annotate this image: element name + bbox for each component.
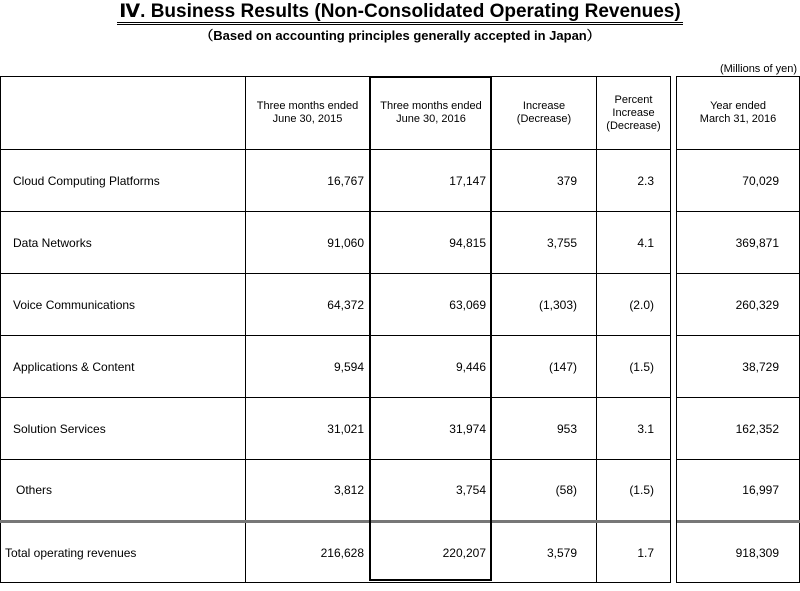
total-label: Total operating revenues <box>5 545 137 560</box>
units-note: (Millions of yen) <box>719 63 797 75</box>
report-subtitle: （Based on accounting principles generally accepted in Japan） <box>200 28 600 43</box>
row-label: Others <box>16 482 53 497</box>
cell-increase: (1,303) <box>538 297 577 312</box>
total-q2016: 220,207 <box>442 545 486 560</box>
cell-percent: (2.0) <box>629 297 654 312</box>
grid-line <box>670 76 671 583</box>
row-label: Solution Services <box>13 421 106 436</box>
cell-increase: (147) <box>548 359 577 374</box>
cell-percent: (1.5) <box>629 482 654 497</box>
cell-increase: 379 <box>556 173 577 188</box>
revenue-table <box>0 76 800 583</box>
row-label: Voice Communications <box>13 297 136 312</box>
cell-q2015: 91,060 <box>327 235 364 250</box>
total-increase: 3,579 <box>546 545 577 560</box>
report-title: Ⅳ. Business Results (Non-Consolidated Operating Revenues) <box>0 0 800 25</box>
cell-percent: 4.1 <box>637 235 654 250</box>
cell-year: 260,329 <box>735 297 779 312</box>
cell-increase: 953 <box>556 421 577 436</box>
total-percent: 1.7 <box>637 545 654 560</box>
cell-percent: (1.5) <box>629 359 654 374</box>
cell-year: 162,352 <box>735 421 779 436</box>
header-q2015: Three months ended June 30, 2015 <box>256 100 359 125</box>
column-gap <box>671 76 675 583</box>
header-percent: Percent Increase (Decrease) <box>606 93 661 132</box>
cell-q2016: 3,754 <box>455 482 486 497</box>
cell-increase: (58) <box>555 482 577 497</box>
cell-q2016: 63,069 <box>449 297 486 312</box>
cell-q2016: 94,815 <box>449 235 486 250</box>
cell-q2015: 3,812 <box>333 482 364 497</box>
header-year: Year ended March 31, 2016 <box>699 100 777 125</box>
row-label: Cloud Computing Platforms <box>13 173 160 188</box>
cell-q2015: 9,594 <box>333 359 364 374</box>
cell-increase: 3,755 <box>546 235 577 250</box>
total-year: 918,309 <box>735 545 779 560</box>
row-label: Data Networks <box>13 235 92 250</box>
row-label: Applications & Content <box>13 359 135 374</box>
cell-q2016: 31,974 <box>449 421 486 436</box>
cell-year: 70,029 <box>742 173 779 188</box>
cell-q2016: 9,446 <box>455 359 486 374</box>
cell-q2016: 17,147 <box>449 173 486 188</box>
cell-percent: 3.1 <box>637 421 654 436</box>
cell-year: 16,997 <box>742 482 779 497</box>
cell-year: 38,729 <box>742 359 779 374</box>
cell-percent: 2.3 <box>637 173 654 188</box>
grid-line <box>0 76 1 583</box>
cell-q2015: 64,372 <box>327 297 364 312</box>
header-q2016: Three months ended June 30, 2016 <box>380 100 482 125</box>
cell-q2015: 31,021 <box>327 421 364 436</box>
cell-q2015: 16,767 <box>327 173 364 188</box>
header-increase: Increase (Decrease) <box>516 100 572 125</box>
total-q2015: 216,628 <box>320 545 364 560</box>
cell-year: 369,871 <box>735 235 779 250</box>
